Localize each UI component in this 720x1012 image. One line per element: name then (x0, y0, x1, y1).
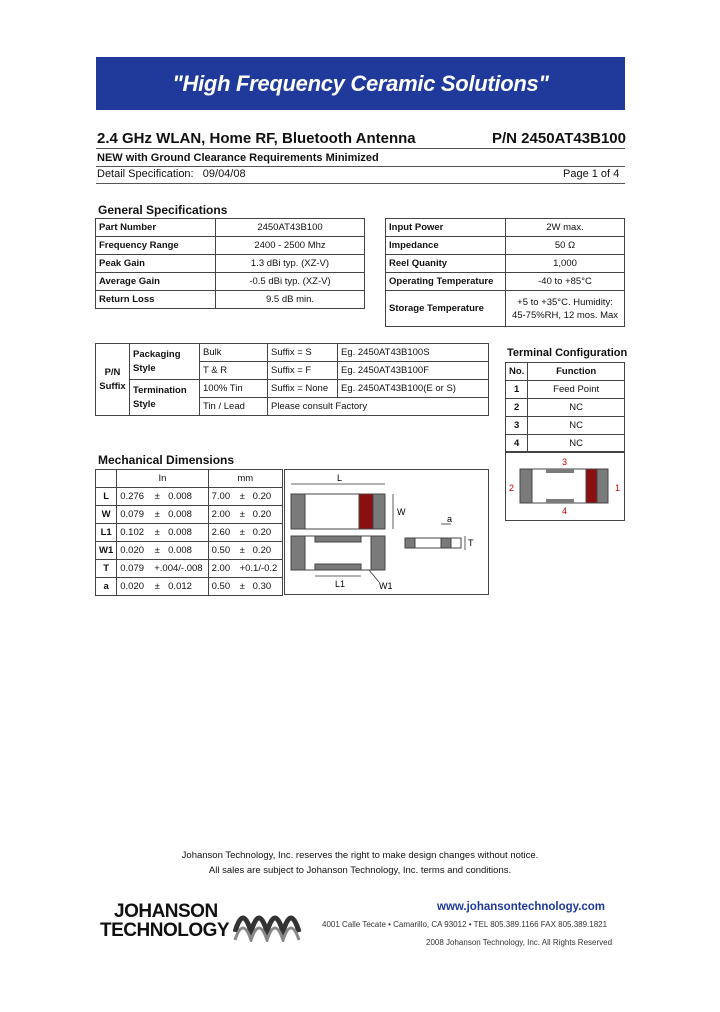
empty-cell (96, 470, 117, 488)
table-row (386, 219, 625, 237)
dim-cell: ± (149, 578, 165, 596)
column-header: In (117, 470, 208, 488)
column-header: mm (208, 470, 282, 488)
table-row (96, 344, 489, 362)
packaging-label: Packaging Style (130, 344, 200, 380)
dim-cell: 2.00 (208, 506, 235, 524)
suffix-cell: Please consult Factory (268, 398, 489, 416)
terminal-config-heading: Terminal Configuration (507, 347, 628, 359)
spec-label: Return Loss (96, 291, 216, 309)
end-terminal (291, 494, 305, 529)
dim-cell: 0.008 (165, 488, 208, 506)
spec-value: 50 Ω (506, 237, 625, 255)
logo-waves-icon (233, 902, 313, 942)
pad-strip (315, 564, 361, 570)
terminal-pad-bottom (546, 499, 574, 503)
column-header: Function (528, 363, 625, 381)
dim-cell: ± (235, 578, 250, 596)
end-terminal (441, 538, 451, 548)
dim-cell: ± (149, 506, 165, 524)
copyright: 2008 Johanson Technology, Inc. All Rights Reserved (426, 938, 613, 947)
table-row (96, 470, 283, 488)
table-row (386, 237, 625, 255)
dim-cell: 0.50 (208, 578, 235, 596)
terminal-no: 4 (506, 435, 528, 453)
terminal-function: NC (528, 417, 625, 435)
table-row (96, 255, 365, 273)
dim-cell: 0.276 (117, 488, 150, 506)
spec-value: 1,000 (506, 255, 625, 273)
dim-label: L (96, 488, 117, 506)
dim-label-a: a (447, 514, 453, 524)
divider (96, 166, 625, 167)
table-row (96, 542, 283, 560)
dim-cell: 0.008 (165, 524, 208, 542)
end-terminal (405, 538, 415, 548)
dim-cell: 0.20 (250, 542, 283, 560)
end-terminal (373, 494, 385, 529)
dim-cell: 0.079 (117, 560, 150, 578)
dim-cell: +.004/-.008 (149, 560, 208, 578)
terminal-diagram (505, 451, 625, 521)
suffix-cell: Eg. 2450AT43B100F (338, 362, 489, 380)
dim-label: W1 (96, 542, 117, 560)
divider (96, 183, 625, 184)
terminal-pad-top (546, 469, 574, 473)
terminal-no: 1 (506, 381, 528, 399)
table-row (96, 237, 365, 255)
dim-cell: ± (149, 524, 165, 542)
column-header: No. (506, 363, 528, 381)
dim-label-t: T (468, 538, 474, 548)
table-row (96, 488, 283, 506)
suffix-cell: Tin / Lead (200, 398, 268, 416)
divider (96, 148, 625, 149)
dim-cell: 0.50 (208, 542, 235, 560)
logo-technology: TECHNOLOGY (100, 920, 230, 941)
page-number: Page 1 of 4 (563, 168, 620, 180)
terminal-label-1: 1 (615, 483, 621, 493)
table-row (96, 291, 365, 309)
table-row (96, 380, 489, 398)
spec-label: Part Number (96, 219, 216, 237)
terminal-function: NC (528, 399, 625, 417)
dim-cell: ± (149, 488, 165, 506)
pn-suffix-table (95, 343, 489, 416)
logo-johanson: JOHANSON (114, 901, 218, 922)
table-row (96, 524, 283, 542)
termination-label: Termination Style (130, 380, 200, 416)
general-specs-left-table (95, 218, 365, 309)
suffix-cell: Suffix = S (268, 344, 338, 362)
detail-spec: Detail Specification: 09/04/08 (97, 168, 246, 180)
terminal-label-2: 2 (509, 483, 515, 493)
dim-label-l1: L1 (335, 579, 346, 589)
suffix-cell: Suffix = F (268, 362, 338, 380)
spec-label: Frequency Range (96, 237, 216, 255)
suffix-cell: T & R (200, 362, 268, 380)
spec-value: -0.5 dBi typ. (XZ-V) (216, 273, 365, 291)
suffix-cell: Eg. 2450AT43B100S (338, 344, 489, 362)
dim-cell: 0.008 (165, 506, 208, 524)
dim-cell: 0.020 (117, 542, 150, 560)
spec-label: Peak Gain (96, 255, 216, 273)
dim-cell: ± (149, 542, 165, 560)
table-row (506, 435, 625, 453)
dim-cell: ± (235, 488, 250, 506)
suffix-cell: 100% Tin (200, 380, 268, 398)
spec-value: 2450AT43B100 (216, 219, 365, 237)
suffix-cell: Bulk (200, 344, 268, 362)
subtitle: NEW with Ground Clearance Requirements Minimized (97, 152, 379, 164)
end-terminal (291, 536, 305, 570)
spec-value: -40 to +85°C (506, 273, 625, 291)
dim-cell: 2.00 (208, 560, 235, 578)
dim-cell: ± (235, 542, 250, 560)
dim-cell: 0.30 (250, 578, 283, 596)
dim-cell: ± (235, 524, 250, 542)
table-row (506, 399, 625, 417)
dim-label-l: L (337, 473, 343, 483)
dim-cell: 7.00 (208, 488, 235, 506)
terminal-config-table (505, 362, 625, 453)
terminal-function: Feed Point (528, 381, 625, 399)
table-row (96, 560, 283, 578)
dimension-svg (285, 470, 488, 594)
mechanical-table (95, 469, 283, 596)
pn-suffix-label: P/N Suffix (96, 344, 130, 416)
table-row (506, 363, 625, 381)
dim-label-w: W (397, 507, 406, 517)
suffix-cell: Suffix = None (268, 380, 338, 398)
dim-cell: ± (235, 506, 250, 524)
spec-value: 2W max. (506, 219, 625, 237)
spec-value: 9.5 dB min. (216, 291, 365, 309)
company-address: 4001 Calle Tecate • Camarillo, CA 93012 • TEL 805.389.1166 FAX 805.389.1821 (322, 920, 608, 929)
page-title: 2.4 GHz WLAN, Home RF, Bluetooth Antenna (97, 130, 416, 147)
table-row (386, 291, 625, 327)
dim-cell: 0.020 (117, 578, 150, 596)
table-row (506, 381, 625, 399)
terminal-function: NC (528, 435, 625, 453)
dim-cell: 0.079 (117, 506, 150, 524)
dim-label: W (96, 506, 117, 524)
spec-label: Average Gain (96, 273, 216, 291)
spec-label: Storage Temperature (386, 291, 506, 327)
table-row (96, 219, 365, 237)
table-row (96, 578, 283, 596)
spec-value: +5 to +35°C. Humidity: 45-75%RH, 12 mos. Max (506, 291, 625, 327)
dim-cell: 0.008 (165, 542, 208, 560)
spec-label: Reel Quanity (386, 255, 506, 273)
terminal-pad (520, 469, 532, 503)
table-row (96, 273, 365, 291)
table-row (96, 506, 283, 524)
spec-value: 2400 - 2500 Mhz (216, 237, 365, 255)
website-link[interactable]: www.johansontechnology.com (437, 901, 606, 913)
spec-value: 1.3 dBi typ. (XZ-V) (216, 255, 365, 273)
terminal-pad (597, 469, 608, 503)
feed-terminal (586, 469, 597, 503)
suffix-cell: Eg. 2450AT43B100(E or S) (338, 380, 489, 398)
disclaimer-line-2: All sales are subject to Johanson Technology, Inc. terms and conditions. (208, 865, 512, 876)
dim-cell: 0.102 (117, 524, 150, 542)
dim-cell: +0.1/-0.2 (235, 560, 283, 578)
spec-label: Operating Temperature (386, 273, 506, 291)
part-number-title: P/N 2450AT43B100 (492, 130, 626, 147)
feed-terminal (359, 494, 373, 529)
end-terminal (371, 536, 385, 570)
table-row (506, 417, 625, 435)
table-row (386, 273, 625, 291)
spec-label: Impedance (386, 237, 506, 255)
dim-cell: 0.012 (165, 578, 208, 596)
dim-label: L1 (96, 524, 117, 542)
terminal-label-4: 4 (562, 506, 568, 516)
dim-cell: 0.20 (250, 506, 283, 524)
terminal-label-3: 3 (562, 457, 568, 467)
general-specs-right-table (385, 218, 625, 327)
mechanical-heading: Mechanical Dimensions (98, 453, 235, 467)
terminal-drawing (506, 452, 624, 520)
terminal-no: 3 (506, 417, 528, 435)
dim-cell: 0.20 (250, 488, 283, 506)
table-row (386, 255, 625, 273)
disclaimer-line-1: Johanson Technology, Inc. reserves the right to make design changes without notice. (181, 850, 539, 861)
dim-cell: 0.20 (250, 524, 283, 542)
spec-label: Input Power (386, 219, 506, 237)
mechanical-drawing (284, 469, 489, 595)
dim-label-w1: W1 (379, 581, 393, 591)
dim-label: T (96, 560, 117, 578)
pad-strip (315, 536, 361, 542)
leader-w1 (369, 570, 379, 582)
terminal-no: 2 (506, 399, 528, 417)
page-banner: "High Frequency Ceramic Solutions" (96, 57, 625, 110)
general-specs-heading: General Specifications (98, 203, 228, 217)
dim-cell: 2.60 (208, 524, 235, 542)
dim-label: a (96, 578, 117, 596)
